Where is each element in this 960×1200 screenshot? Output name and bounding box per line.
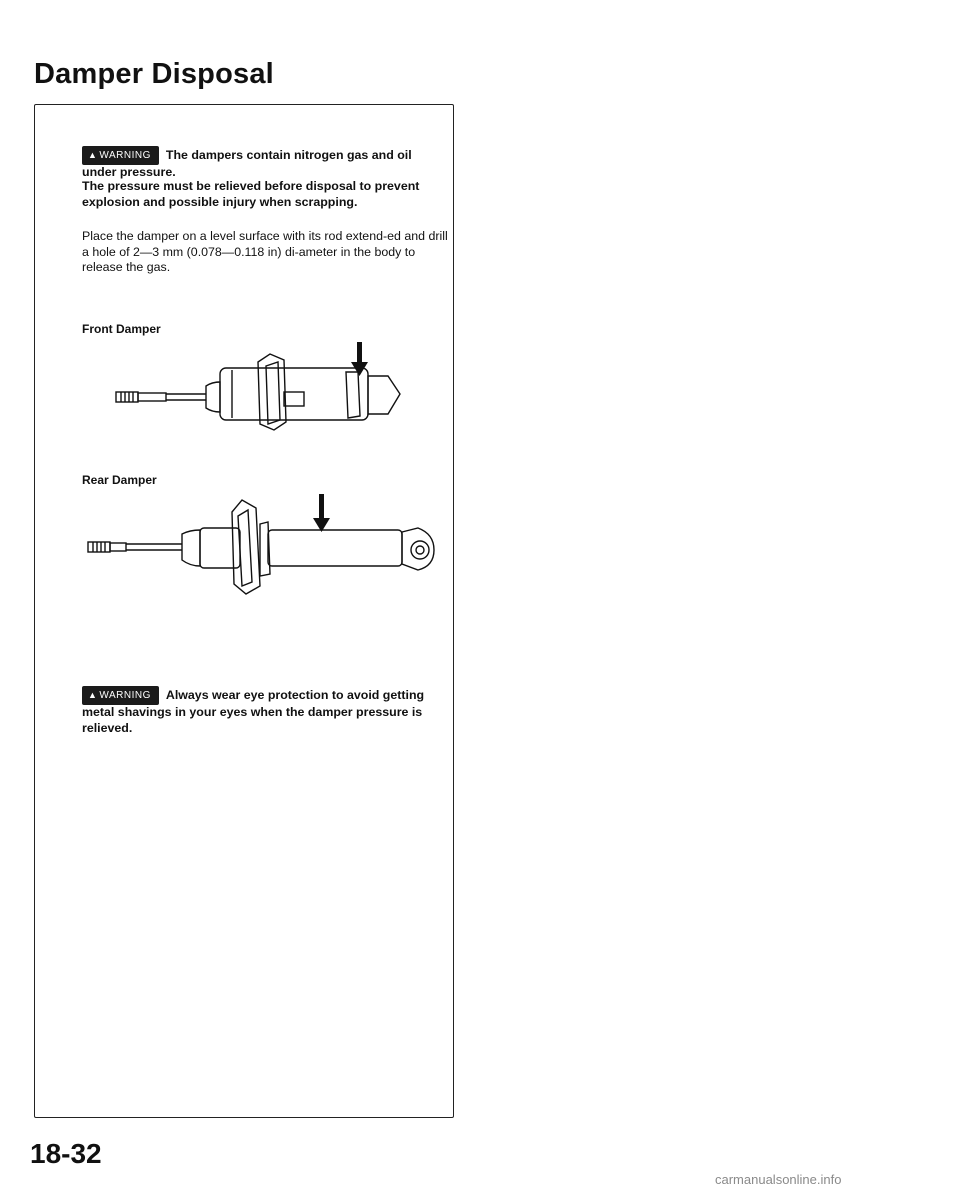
page-title: Damper Disposal — [34, 58, 274, 90]
warning-1-detail: The pressure must be relieved before disposal to prevent explosion and possible injury when scrapping. — [82, 179, 420, 209]
warning-1-text: The dampers contain nitrogen gas and oil under pressure. — [82, 148, 412, 179]
warning-2-text: Always wear eye protection to avoid getting metal shavings in your eyes when the damper pressure is relieved. — [82, 688, 425, 735]
warning-badge-1: ▲ WARNING — [82, 146, 159, 165]
rear-damper-label: Rear Damper — [82, 473, 157, 487]
warning-paragraph-2 — [82, 686, 448, 736]
warning-triangle-icon: ▲ — [88, 150, 98, 160]
rear-damper-illustration — [82, 494, 442, 598]
instruction-paragraph: Place the damper on a level surface with its rod extend-ed and drill a hole of 2—3 mm (0.078—0.118 in) di-ameter in the body to release the gas. — [82, 229, 448, 274]
drill-arrow-icon — [313, 494, 330, 532]
warning-badge-2: ▲ WARNING — [82, 686, 159, 705]
warning-paragraph-1 — [82, 146, 448, 181]
front-damper-illustration — [108, 342, 448, 434]
page-number: 18-32 — [30, 1138, 102, 1169]
watermark: carmanualsonline.info — [715, 1172, 842, 1187]
warning-triangle-icon: ▲ — [88, 690, 98, 700]
drill-arrow-icon — [351, 342, 368, 376]
front-damper-label: Front Damper — [82, 322, 161, 336]
